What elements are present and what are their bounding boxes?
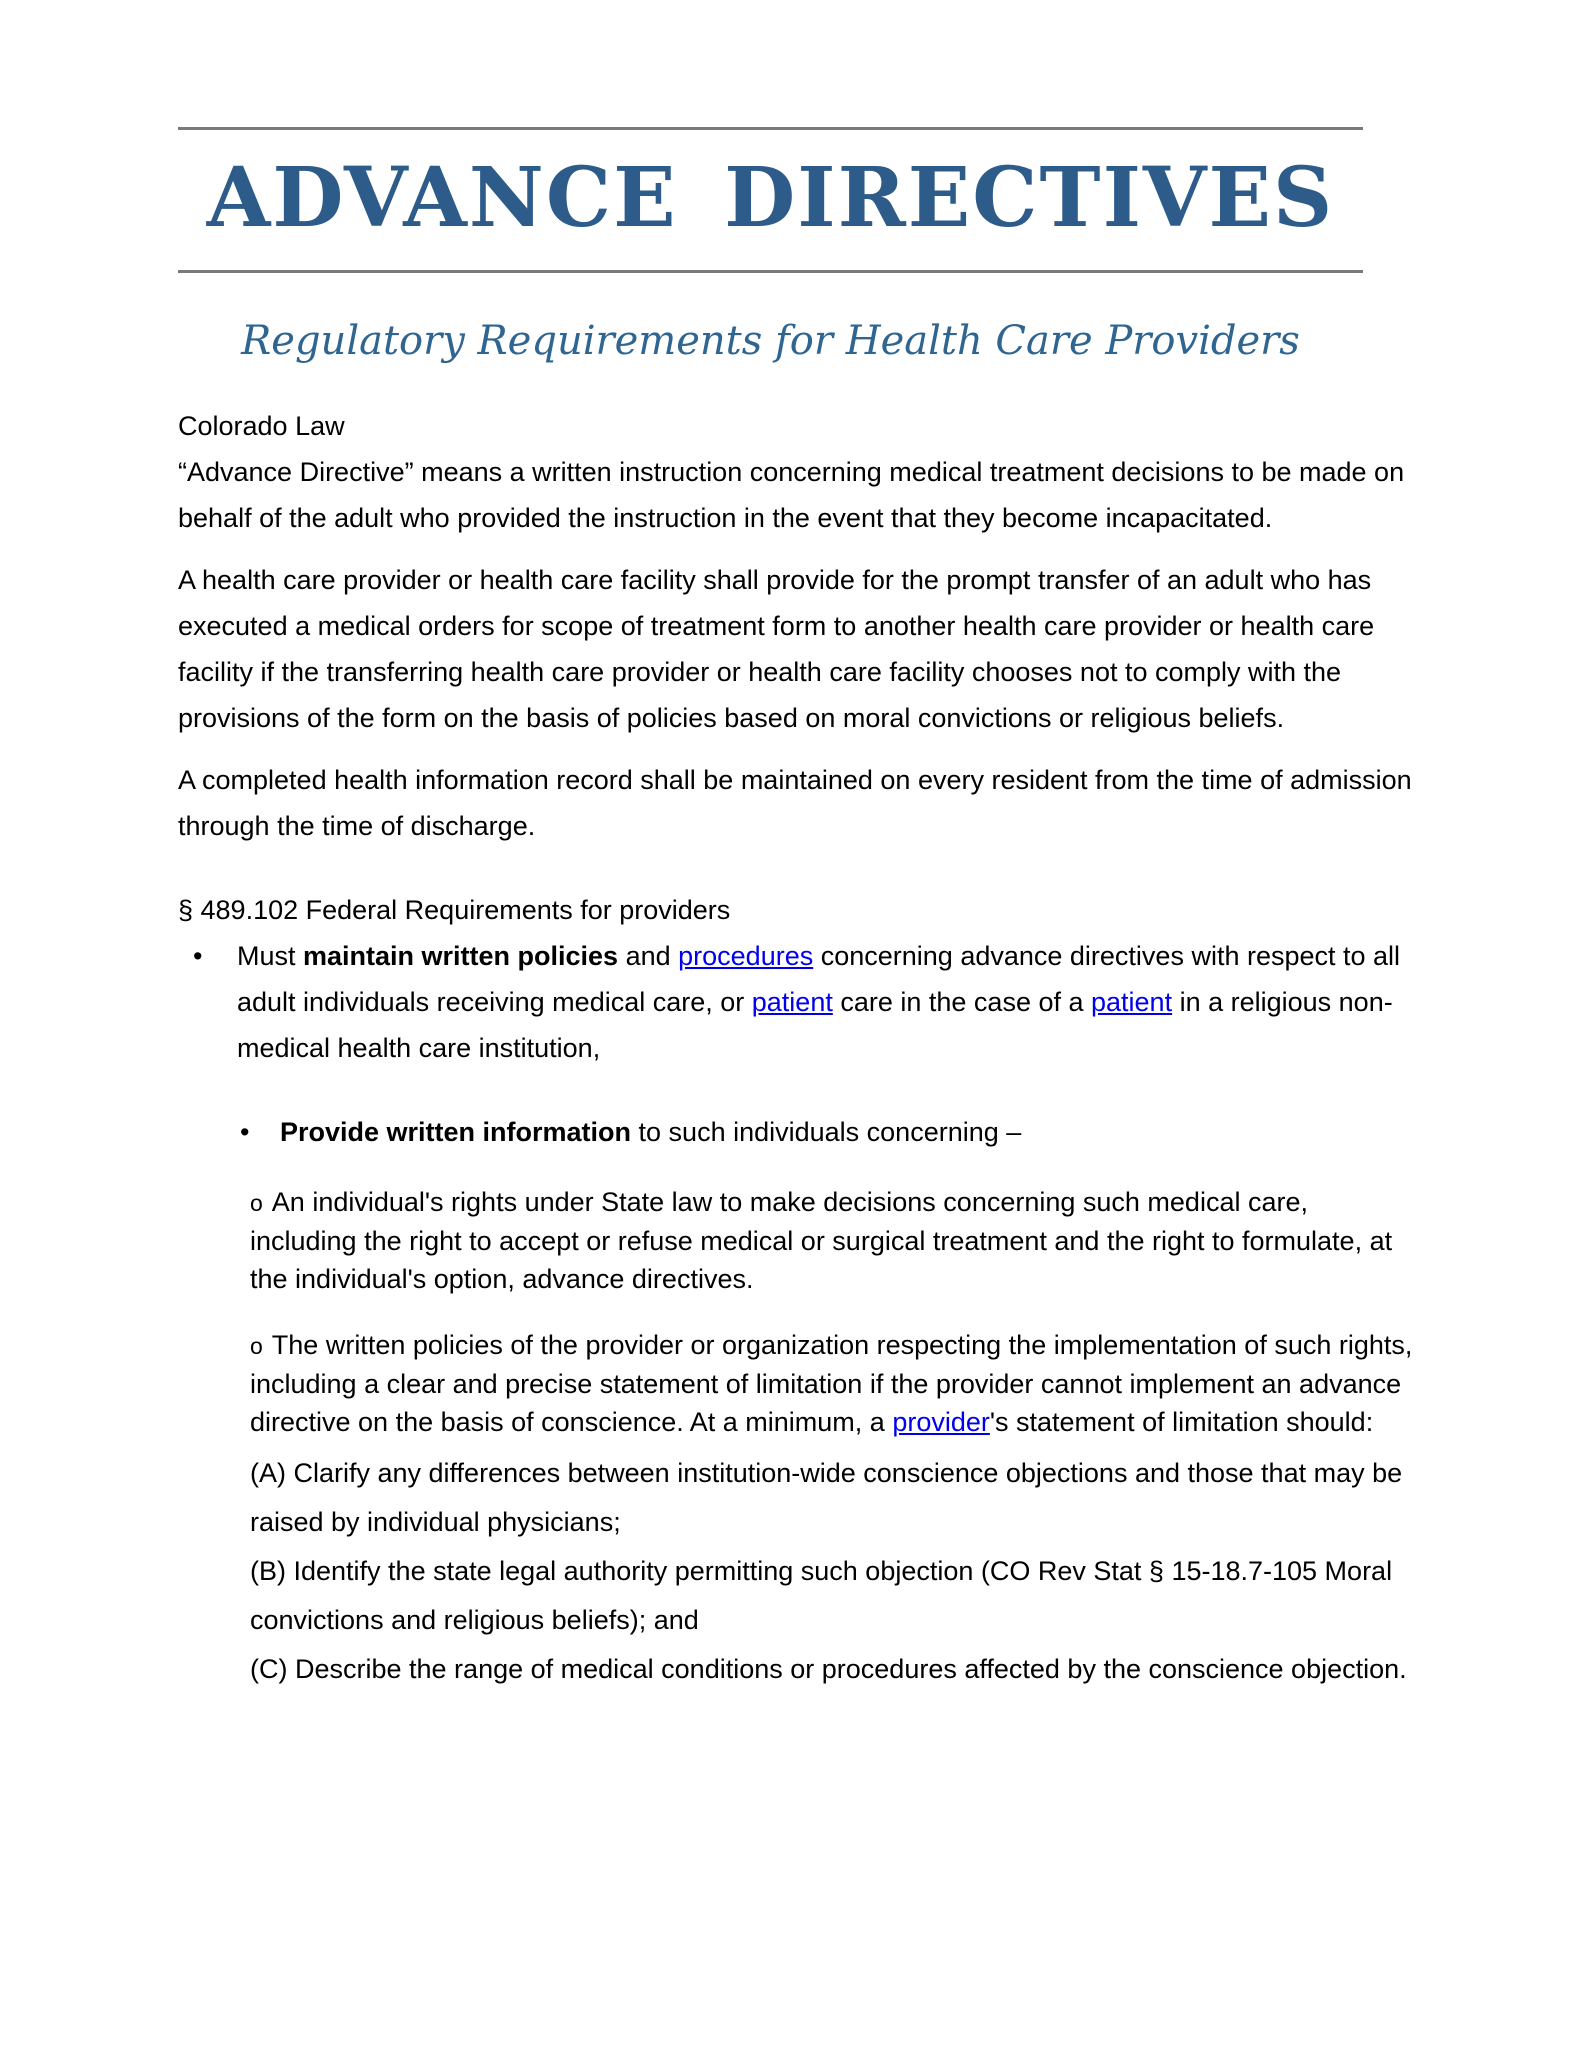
- o-bullet-individual-rights: [178, 1183, 1418, 1298]
- clause-b: (B) Identify the state legal authority permitting such objection (CO Rev Stat § 15-18.7-105 Moral convictions and religious beliefs); and: [250, 1556, 1393, 1635]
- text-segment: Provide written information: [280, 1117, 632, 1147]
- clause-a: (A) Clarify any differences between institution-wide conscience objections and those that may be raised by individual physicians;: [250, 1458, 1403, 1537]
- text-segment: and: [618, 941, 679, 971]
- text-segment: care in the case of a: [832, 987, 1091, 1017]
- o-bullet-written-policies-text: [250, 1330, 1412, 1437]
- text-segment: 's statement of limitation should:: [989, 1407, 1374, 1437]
- bullet-provide-written-information-text: [280, 1109, 1418, 1155]
- title-block: [178, 127, 1363, 273]
- text-segment: maintain written policies: [303, 941, 619, 971]
- link-patient-2[interactable]: patient: [1091, 987, 1173, 1017]
- document-body: [178, 403, 1418, 1694]
- o-bullet-individual-rights-text: An individual's rights under State law to make decisions concerning such medical care, including the right to accept or refuse medical or surgical treatment and the right to formulate, at the individual's option, advance directives.: [250, 1187, 1393, 1294]
- paragraph-advance-directive-definition: “Advance Directive” means a written instruction concerning medical treatment decisions to be made on behalf of the adult who provided the instruction in the event that they become incapacitated.: [178, 457, 1405, 533]
- text-segment: concerning advance directives with respect to all adult individuals receiving medical care, or: [237, 941, 1401, 1017]
- circle-bullet-icon: o: [250, 1190, 263, 1216]
- colorado-law-heading: Colorado Law: [178, 411, 345, 441]
- paragraph-prompt-transfer: A health care provider or health care facility shall provide for the prompt transfer of an adult who has executed a medical orders for scope of treatment form to another health care provider or health care facility if the transferring health care provider or health care facility chooses not to comply with the provisions of the form on the basis of policies based on moral convictions or religious beliefs.: [178, 565, 1375, 733]
- text-segment: in a religious non-medical health care institution,: [237, 987, 1393, 1063]
- paragraph-health-information-record: A completed health information record shall be maintained on every resident from the time of admission through the time of discharge.: [178, 765, 1412, 841]
- bullet-maintain-written-policies-text: [237, 933, 1418, 1071]
- bullet-maintain-written-policies: [178, 933, 1418, 1071]
- disc-bullet-icon: •: [240, 1117, 250, 1147]
- text-segment: to such individuals concerning –: [631, 1117, 1022, 1147]
- bullet-provide-written-information: [178, 1109, 1418, 1155]
- link-provider[interactable]: provider: [892, 1407, 990, 1437]
- title-rule-bottom: [178, 270, 1363, 273]
- o-bullet-written-policies: [178, 1326, 1418, 1441]
- link-procedures[interactable]: procedures: [678, 941, 814, 971]
- link-patient-1[interactable]: patient: [751, 987, 833, 1017]
- document-title: ADVANCE DIRECTIVES: [206, 150, 1335, 246]
- federal-requirements-heading: § 489.102 Federal Requirements for providers: [178, 895, 731, 925]
- document-subtitle: Regulatory Requirements for Health Care Providers: [241, 318, 1300, 364]
- circle-bullet-icon: o: [250, 1333, 263, 1359]
- text-segment: The written policies of the provider or organization respecting the implementation of such rights, including a clear and precise statement of limitation if the provider cannot implement an advance directive on the basis of conscience. At a minimum, a: [250, 1330, 1413, 1437]
- clause-c: (C) Describe the range of medical conditions or procedures affected by the conscience objection.: [250, 1654, 1407, 1684]
- disc-bullet-icon: •: [193, 941, 203, 971]
- text-segment: Must: [237, 941, 304, 971]
- limitation-clauses: [178, 1449, 1418, 1694]
